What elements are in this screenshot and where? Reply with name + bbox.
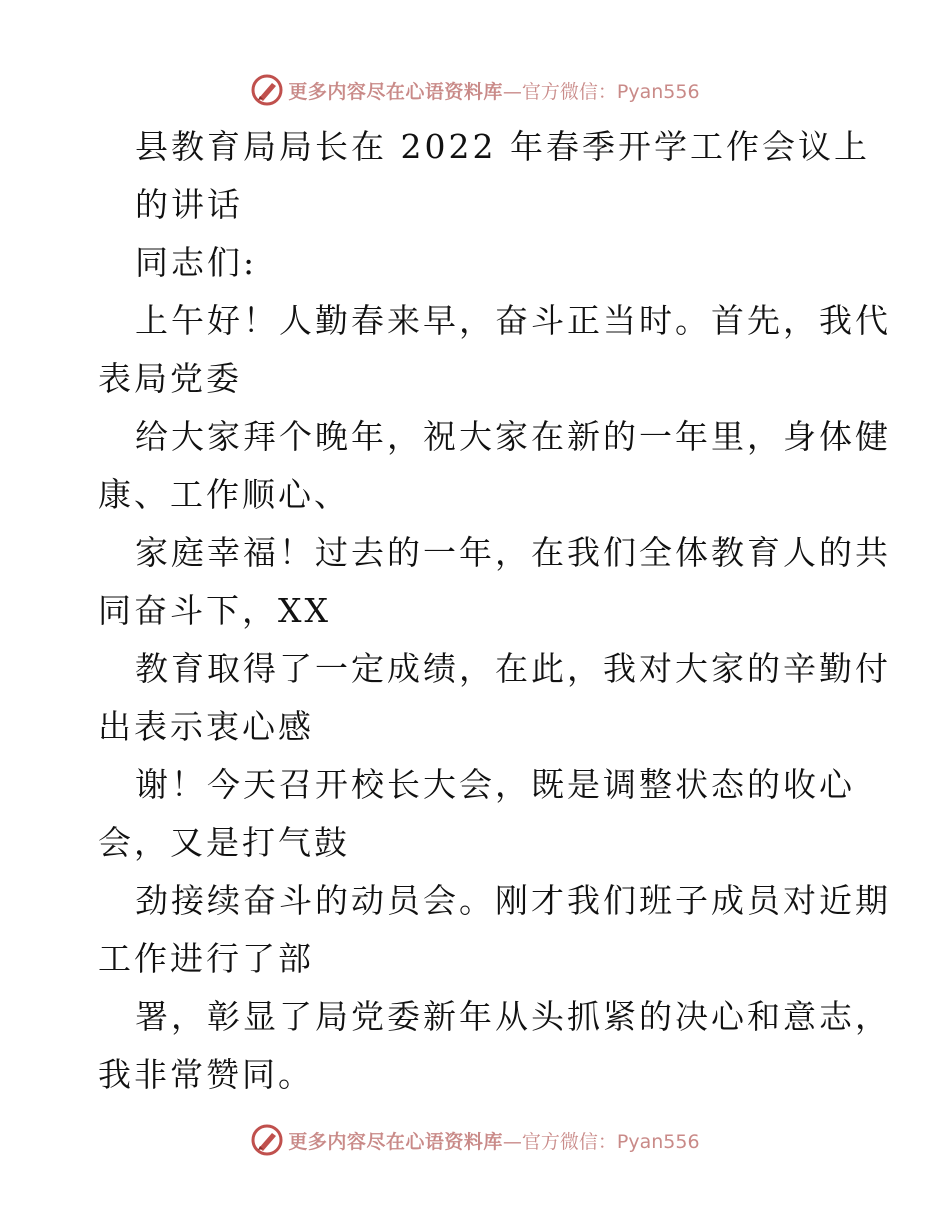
watermark-text: 更多内容尽在心语资料库 [288,80,503,103]
paragraph-line: 家庭幸福！过去的一年，在我们全体教育人的共 [135,533,891,572]
paragraph-line: 教育取得了一定成绩，在此，我对大家的辛勤付 [135,649,891,688]
watermark-text: 更多内容尽在心语资料库 [288,1130,503,1153]
paragraph-line: 康、工作顺心、 [98,475,350,514]
paragraph-line: 同奋斗下，XX [98,591,331,630]
header-watermark [0,70,950,110]
document-title-cont: 的讲话 [135,185,243,224]
pen-logo-icon [250,1123,284,1157]
paragraph-line: 劲接续奋斗的动员会。刚才我们班子成员对近期 [135,881,891,920]
paragraph-line: 我非常赞同。 [98,1055,314,1094]
footer-watermark [0,1120,950,1160]
pen-logo-icon [250,73,284,107]
paragraph-line: 表局党委 [98,359,242,398]
paragraph-line: 署，彰显了局党委新年从头抓紧的决心和意志， [135,997,891,1036]
paragraph-line: 会，又是打气鼓 [98,823,350,862]
paragraph-line: 给大家拜个晚年，祝大家在新的一年里，身体健 [135,417,891,456]
salutation: 同志们: [135,243,258,282]
paragraph-line: 工作进行了部 [98,939,314,978]
watermark-wechat: —官方微信：Pyan556 [502,1130,700,1153]
watermark-wechat: —官方微信：Pyan556 [502,80,700,103]
paragraph-line: 谢！今天召开校长大会，既是调整状态的收心 [135,765,855,804]
paragraph-line: 出表示衷心感 [98,707,314,746]
paragraph-line: 上午好！人勤春来早，奋斗正当时。首先，我代 [135,301,891,340]
document-title: 县教育局局长在 2022 年春季开学工作会议上 [135,127,870,166]
